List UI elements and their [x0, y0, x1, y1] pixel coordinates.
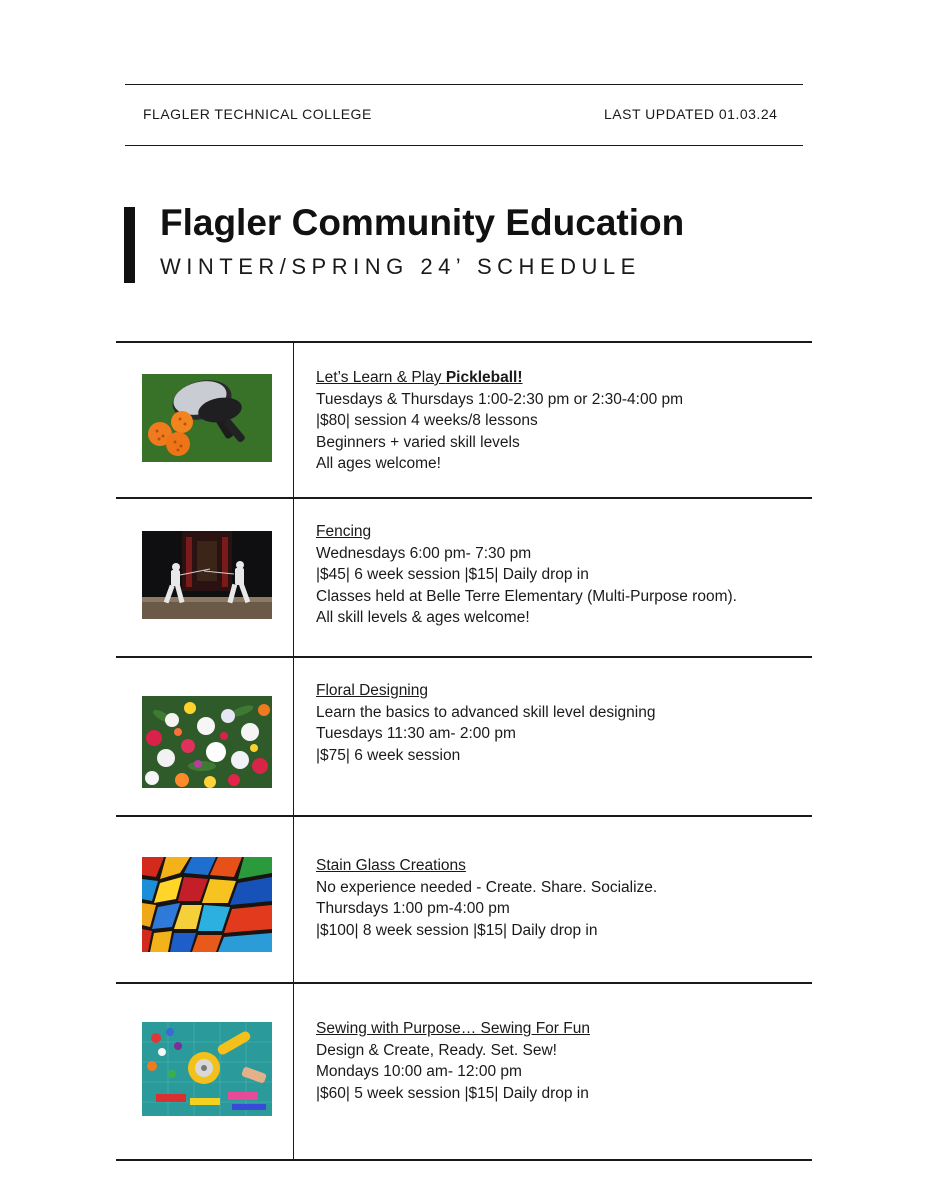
course-title: Fencing: [316, 523, 372, 540]
course-info: Design & Create, Ready. Set. Sew!: [316, 1041, 557, 1059]
course-info: Classes held at Belle Terre Elementary (Multi-Purpose room).: [316, 587, 737, 605]
course-price: |$80| session 4 weeks/8 lessons: [316, 412, 538, 430]
course-details: [316, 521, 737, 629]
last-updated: LAST UPDATED 01.03.24: [604, 106, 778, 122]
stained-glass-photo: [142, 857, 272, 952]
course-row-floral: [116, 656, 812, 815]
course-details: [316, 367, 683, 475]
course-title: Sewing with Purpose… Sewing For Fun: [316, 1020, 590, 1037]
course-schedule: Mondays 10:00 am- 12:00 pm: [316, 1063, 522, 1081]
course-schedule: Tuesdays & Thursdays 1:00-2:30 pm or 2:30-4:00 pm: [316, 390, 684, 408]
course-title: Let’s Learn & Play Pickleball!: [316, 369, 523, 386]
floral-arrangement-photo: [142, 696, 272, 788]
course-title: Floral Designing: [316, 682, 428, 699]
title-accent-bar: [124, 207, 135, 283]
course-price: |$75| 6 week session: [316, 746, 461, 764]
fencing-photo: [142, 531, 272, 619]
course-title: Stain Glass Creations: [316, 857, 466, 874]
course-schedule: Thursdays 1:00 pm-4:00 pm: [316, 900, 510, 918]
pickleball-paddle-photo: [142, 374, 272, 462]
column-divider: [293, 817, 294, 982]
column-divider: [293, 343, 294, 497]
course-price: |$45| 6 week session |$15| Daily drop in: [316, 566, 589, 584]
course-info: No experience needed - Create. Share. Socialize.: [316, 878, 658, 896]
header-top-rule: [125, 84, 803, 85]
course-details: [316, 855, 657, 941]
course-info: All skill levels & ages welcome!: [316, 609, 530, 627]
college-name: FLAGLER TECHNICAL COLLEGE: [143, 106, 372, 122]
course-info: Beginners + varied skill levels: [316, 433, 520, 451]
course-info: Learn the basics to advanced skill level designing: [316, 703, 656, 721]
header-bottom-rule: [125, 145, 803, 146]
column-divider: [293, 658, 294, 815]
column-divider: [293, 984, 294, 1159]
page-subtitle: WINTER/SPRING 24’ SCHEDULE: [160, 254, 641, 279]
course-schedule: Wednesdays 6:00 pm- 7:30 pm: [316, 544, 532, 562]
course-row-fencing: [116, 497, 812, 656]
course-schedule: Tuesdays 11:30 am- 2:00 pm: [316, 725, 516, 743]
course-row-stain-glass: [116, 815, 812, 982]
course-details: [316, 680, 656, 766]
course-details: [316, 1018, 590, 1104]
sewing-supplies-photo: [142, 1022, 272, 1116]
column-divider: [293, 499, 294, 656]
course-row-sewing: [116, 982, 812, 1161]
page-title: Flagler Community Education: [160, 202, 685, 243]
course-row-pickleball: [116, 341, 812, 497]
schedule-table: [116, 341, 812, 1161]
course-info: All ages welcome!: [316, 455, 441, 473]
course-price: |$60| 5 week session |$15| Daily drop in: [316, 1084, 589, 1102]
course-price: |$100| 8 week session |$15| Daily drop in: [316, 921, 598, 939]
